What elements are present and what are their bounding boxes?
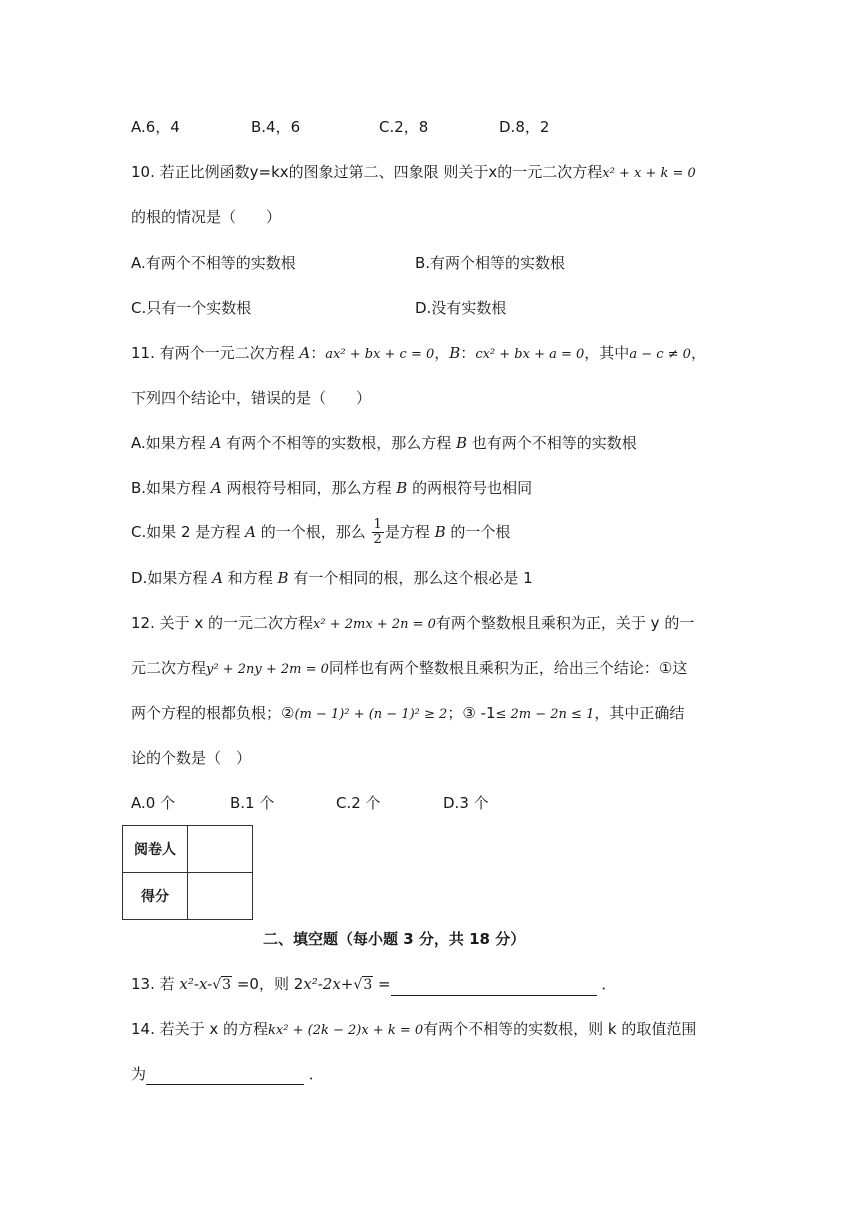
- q10-option-d: D.没有实数根: [415, 299, 507, 317]
- q11-label-a: A: [299, 344, 311, 362]
- q11-equation-a: ax² + bx + c = 0: [325, 347, 435, 362]
- section-title: 二、填空题（每小题 3 分，共 18 分）: [263, 930, 526, 948]
- q14-end: ．: [308, 1065, 324, 1083]
- q11-option-d-text1: D.如果方程: [131, 569, 208, 587]
- score-table: [122, 825, 253, 920]
- q11-option-a-text1: A.如果方程: [131, 434, 206, 452]
- score-cell[interactable]: [188, 873, 253, 920]
- q14-text1: 14. 若关于 x 的方程: [131, 1020, 269, 1038]
- q11-option-c-text2: 的一个根，那么: [260, 523, 366, 541]
- q9-option-b: B.4，6: [251, 118, 301, 136]
- reviewer-cell[interactable]: [188, 826, 253, 873]
- q11-option-c-text4: 的一个根: [450, 523, 511, 541]
- q11-label-b: B: [449, 344, 461, 362]
- q11-option-d-text3: 有一个相同的根，那么这个根必是 1: [293, 569, 533, 587]
- q11-option-d-label-a: A: [212, 569, 223, 587]
- q11-option-b-text3: 的两根符号也相同: [412, 479, 533, 497]
- q10-line1: [131, 161, 696, 185]
- q12-option-a: A.0 个: [131, 794, 176, 812]
- q12-equation3: (m − 1)² + (n − 1)² ≥ 2: [294, 707, 448, 722]
- q11-stem: 11. 有两个一元二次方程: [131, 344, 295, 362]
- q11-equation-b: cx² + bx + a = 0: [475, 347, 585, 362]
- q10-line2: 的根的情况是（ ）: [131, 208, 282, 226]
- q14-text2: 有两个不相等的实数根，则 k 的取值范围: [423, 1020, 697, 1038]
- q12-option-b: B.1 个: [230, 794, 275, 812]
- q12-line3-text2: ；③ -1: [447, 704, 496, 722]
- q14-answer-blank[interactable]: [146, 1066, 304, 1085]
- q13-answer-blank[interactable]: [391, 977, 597, 996]
- q12-line4: 论的个数是（ ）: [131, 749, 252, 767]
- q12-line2-text1: 元二次方程: [131, 659, 207, 677]
- q11-option-b-text1: B.如果方程: [131, 479, 207, 497]
- q11-option-c-text3: 是方程: [384, 523, 430, 541]
- q11-option-d-label-b: B: [277, 569, 289, 587]
- q12-option-d: D.3 个: [443, 794, 489, 812]
- q12-equation2: y² + 2ny + 2m = 0: [206, 662, 329, 677]
- q11-condition: a − c ≠ 0: [629, 347, 691, 362]
- q13-end: ．: [601, 975, 617, 993]
- q10-equation: x² + x + k = 0: [602, 166, 696, 181]
- q10-stem: 10. 若正比例函数y=kx的图象过第二、四象限 则关于x的一元二次方程: [131, 163, 603, 181]
- q11-line2: 下列四个结论中，错误的是（ ）: [131, 389, 372, 407]
- q12-line1-text2: 有两个整数根且乘积为正，关于 y 的一: [435, 614, 695, 632]
- q13-text1: 13. 若: [131, 975, 180, 993]
- q12-line1-text1: 12. 关于 x 的一元二次方程: [131, 614, 314, 632]
- fraction-denominator: 2: [373, 532, 382, 547]
- q14-line2: [131, 1063, 324, 1085]
- q11-condition-prefix: ，其中: [584, 344, 630, 362]
- q12-equation4: ≤ 2m − 2n ≤ 1: [495, 707, 595, 722]
- sqrt-radicand: 3: [222, 977, 232, 993]
- q11-option-a-label-a: A: [210, 434, 222, 452]
- q10-option-a: A.有两个不相等的实数根: [131, 254, 296, 272]
- q12-line2-text2: 同样也有两个整数根且乘积为正，给出三个结论：①这: [328, 659, 688, 677]
- q9-option-a: A.6，4: [131, 118, 180, 136]
- q11-option-c-label-b: B: [434, 523, 446, 541]
- q11-option-d: [131, 567, 533, 589]
- q11-option-b-label-b: B: [396, 479, 408, 497]
- q12-option-c: C.2 个: [336, 794, 381, 812]
- q11-option-b-text2: 两根符号相同，那么方程: [226, 479, 392, 497]
- q13-expression2: x²-2x+: [303, 975, 354, 993]
- q11-fraction: [372, 518, 384, 547]
- q9-option-c: C.2，8: [379, 118, 429, 136]
- q11-option-b: [131, 477, 532, 499]
- score-label: 得分: [123, 873, 188, 920]
- q12-line3: [131, 702, 684, 726]
- q12-line2: [131, 657, 687, 681]
- q12-line1: [131, 612, 694, 636]
- q11-option-d-text2: 和方程: [227, 569, 273, 587]
- q14-text3: 为: [131, 1065, 147, 1083]
- q13-text3: =: [373, 975, 391, 993]
- q11-line1: 11. 有两个一元二次方程 A：ax² + bx + c = 0，B：cx² + bx + a = 0，其中a − c ≠ 0，: [131, 344, 706, 362]
- q13-text2: =0，则 2: [232, 975, 304, 993]
- q11-option-a-text2: 有两个不相等的实数根，那么方程: [226, 434, 452, 452]
- q14-line1: [131, 1018, 696, 1042]
- q12-line3-text1: 两个方程的根都负根；②: [131, 704, 295, 722]
- sqrt-3: √3: [353, 977, 373, 993]
- q10-option-c: C.只有一个实数根: [131, 299, 252, 317]
- q14-equation: kx² + (2k − 2)x + k = 0: [268, 1023, 424, 1038]
- q12-line3-text3: ，其中正确结: [594, 704, 685, 722]
- q11-option-b-label-a: A: [210, 479, 222, 497]
- q11-option-a-label-b: B: [455, 434, 468, 452]
- q13-line: [131, 973, 616, 996]
- q11-option-a-text3: 也有两个不相等的实数根: [471, 434, 637, 452]
- q11-option-c-label-a: A: [245, 523, 256, 541]
- q11-option-a: [131, 432, 637, 454]
- q10-option-b: B.有两个相等的实数根: [415, 254, 566, 272]
- reviewer-label: 阅卷人: [123, 826, 188, 873]
- fraction-numerator: 1: [373, 517, 382, 532]
- q12-equation1: x² + 2mx + 2n = 0: [313, 617, 436, 632]
- table-row: [123, 873, 253, 920]
- sqrt-3: √3: [212, 977, 232, 993]
- q9-option-d: D.8，2: [499, 118, 550, 136]
- table-row: [123, 826, 253, 873]
- q13-expression1: x²-x-: [179, 975, 213, 993]
- sqrt-radicand: 3: [363, 977, 373, 993]
- q11-option-c: [131, 517, 510, 547]
- q11-option-c-text1: C.如果 2 是方程: [131, 523, 241, 541]
